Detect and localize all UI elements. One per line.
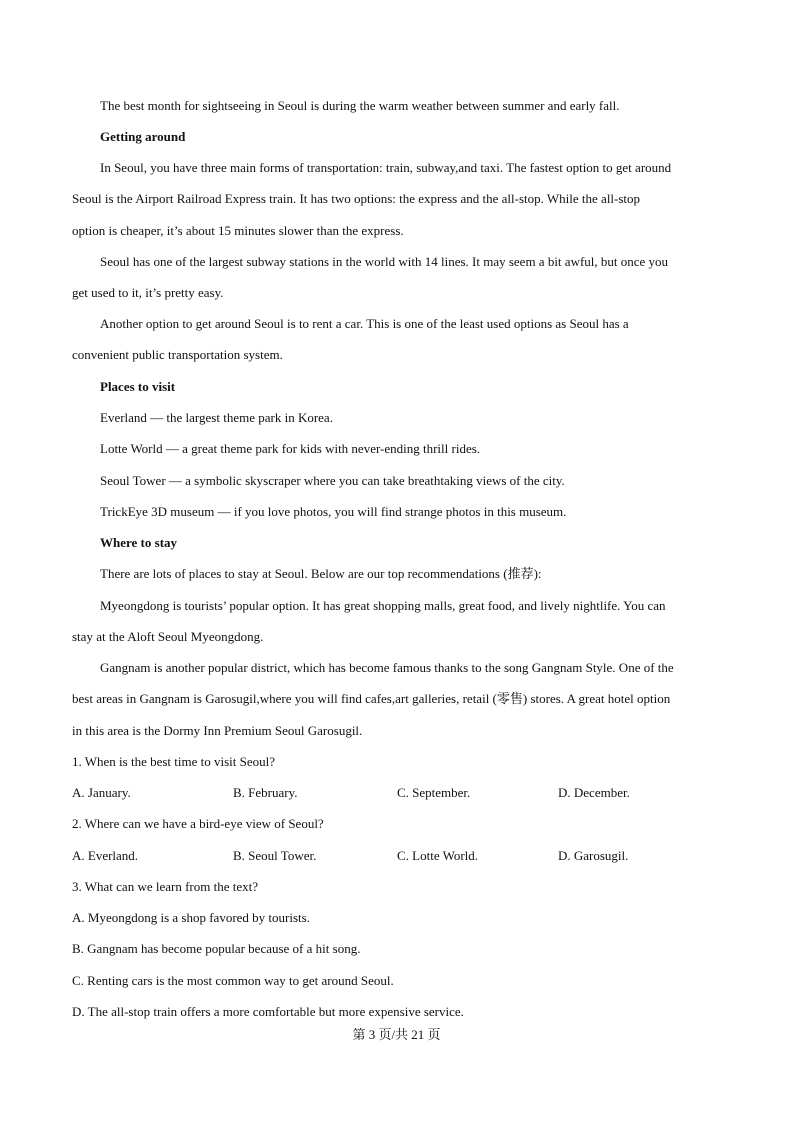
option-d: D. The all-stop train offers a more comfortable but more expensive service. — [72, 1004, 464, 1019]
option-a: A. Myeongdong is a shop favored by tourists. — [72, 910, 310, 925]
place-item: Everland — the largest theme park in Korea. — [100, 410, 333, 425]
question-1: 1. When is the best time to visit Seoul? — [72, 754, 276, 769]
option-c: C. September. — [397, 785, 471, 800]
paragraph-line: in this area is the Dormy Inn Premium Seoul Garosugil. — [72, 723, 363, 738]
option-a: A. January. — [72, 785, 131, 800]
question-2: 2. Where can we have a bird-eye view of Seoul? — [72, 816, 324, 831]
place-item: TrickEye 3D museum — if you love photos, you will find strange photos in this museum. — [100, 504, 567, 519]
option-b: B. Seoul Tower. — [233, 848, 317, 863]
option-a: A. Everland. — [72, 848, 139, 863]
place-item: Seoul Tower — a symbolic skyscraper where you can take breathtaking views of the city. — [100, 473, 565, 488]
option-c: C. Renting cars is the most common way to get around Seoul. — [72, 973, 394, 988]
paragraph-line: In Seoul, you have three main forms of transportation: train, subway,and taxi. The fastest option to get around — [100, 160, 672, 175]
question-3: 3. What can we learn from the text? — [72, 879, 259, 894]
paragraph-line: Myeongdong is tourists’ popular option. It has great shopping malls, great food, and lively nightlife. You can — [100, 598, 666, 613]
paragraph-line: best areas in Gangnam is Garosugil,where you will find cafes,art galleries, retail (零售) stores. A great hotel option — [72, 691, 671, 706]
paragraph-line: stay at the Aloft Seoul Myeongdong. — [72, 629, 264, 644]
option-b: B. February. — [233, 785, 298, 800]
question-1-options — [72, 783, 722, 803]
paragraph-line: convenient public transportation system. — [72, 347, 283, 362]
place-item: Lotte World — a great theme park for kids with never-ending thrill rides. — [100, 441, 481, 456]
option-b: B. Gangnam has become popular because of a hit song. — [72, 941, 361, 956]
paragraph-line: Seoul has one of the largest subway stations in the world with 14 lines. It may seem a bit awful, but once you — [100, 254, 669, 269]
heading-where-to-stay: Where to stay — [100, 535, 178, 550]
paragraph-line: There are lots of places to stay at Seoul. Below are our top recommendations (推荐): — [100, 566, 542, 581]
paragraph-line: get used to it, it’s pretty easy. — [72, 285, 224, 300]
option-d: D. Garosugil. — [558, 848, 629, 863]
paragraph-line: Seoul is the Airport Railroad Express train. It has two options: the express and the all-stop. While the all-stop — [72, 191, 641, 206]
question-2-options — [72, 846, 722, 866]
intro-paragraph: The best month for sightseeing in Seoul is during the warm weather between summer and early fall. — [100, 98, 620, 113]
paragraph-line: option is cheaper, it’s about 15 minutes slower than the express. — [72, 223, 404, 238]
paragraph-line: Another option to get around Seoul is to rent a car. This is one of the least used options as Seoul has a — [100, 316, 629, 331]
option-d: D. December. — [558, 785, 630, 800]
heading-places-to-visit: Places to visit — [100, 379, 176, 394]
heading-getting-around: Getting around — [100, 129, 186, 144]
paragraph-line: Gangnam is another popular district, which has become famous thanks to the song Gangnam Style. One of the — [100, 660, 674, 675]
option-c: C. Lotte World. — [397, 848, 479, 863]
page-footer: 第 3 页/共 21 页 — [352, 1027, 441, 1042]
